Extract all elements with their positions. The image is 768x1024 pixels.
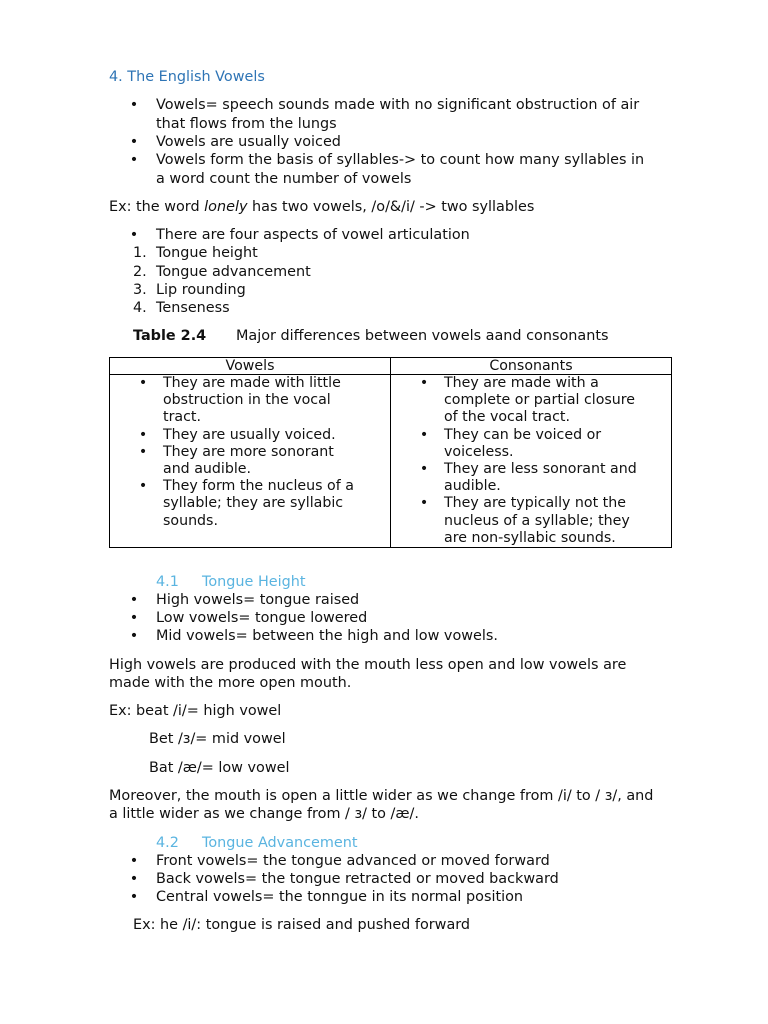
example-bat: Bat /æ/= low vowel bbox=[149, 760, 290, 776]
aspect-item: Tongue height bbox=[156, 245, 258, 261]
example-beat: Ex: beat /i/= high vowel bbox=[109, 703, 282, 719]
list-item: Back vowels= the tongue retracted or moved backward bbox=[156, 871, 559, 887]
bullet-marker: • bbox=[419, 375, 429, 391]
subsection-heading-tongue-height: Tongue Height bbox=[202, 574, 306, 590]
subsection-heading-tongue-advancement: Tongue Advancement bbox=[202, 835, 358, 851]
bullet-marker: • bbox=[129, 853, 139, 869]
list-item bbox=[110, 478, 390, 530]
bullet-marker: • bbox=[419, 495, 429, 512]
list-number: 4. bbox=[133, 300, 147, 316]
line: They are made with little bbox=[163, 375, 341, 391]
list-item: Low vowels= tongue lowered bbox=[156, 610, 368, 626]
list-item: Mid vowels= between the high and low vowels. bbox=[156, 628, 498, 644]
list-item bbox=[391, 427, 671, 461]
example-bet: Bet /ɜ/= mid vowel bbox=[149, 731, 286, 747]
line: They form the nucleus of a bbox=[163, 478, 354, 495]
table-header-row bbox=[110, 358, 672, 375]
bullet-marker: • bbox=[138, 478, 148, 495]
bullet-marker: • bbox=[129, 610, 139, 626]
aspect-item: Tongue advancement bbox=[156, 264, 311, 280]
list-item: High vowels= tongue raised bbox=[156, 592, 360, 608]
list-item bbox=[391, 495, 671, 547]
example-suffix: has two vowels, /o/&/i/ -> two syllables bbox=[247, 199, 535, 215]
example-italic-word: lonely bbox=[204, 199, 248, 215]
paragraph-line: a little wider as we change from / ɜ/ to /æ/. bbox=[109, 806, 419, 822]
list-item bbox=[391, 375, 671, 427]
vowels-cell bbox=[110, 375, 391, 548]
consonants-cell bbox=[391, 375, 672, 548]
list-number: 3. bbox=[133, 282, 147, 298]
header-vowels: Vowels bbox=[110, 358, 391, 375]
line: nucleus of a syllable; they bbox=[444, 512, 630, 529]
bullet-marker: • bbox=[419, 461, 429, 478]
list-item: Front vowels= the tongue advanced or moved forward bbox=[156, 853, 550, 869]
line: sounds. bbox=[163, 512, 218, 529]
list-number: 2. bbox=[133, 264, 147, 280]
line: obstruction in the vocal bbox=[163, 392, 331, 409]
list-item bbox=[110, 444, 390, 478]
vowels-list bbox=[110, 375, 390, 530]
line: tract. bbox=[163, 409, 201, 426]
line: voiceless. bbox=[444, 443, 514, 460]
list-number: 1. bbox=[133, 245, 147, 261]
example-prefix: Ex: the word bbox=[109, 199, 205, 215]
list-item-continuation: a word count the number of vowels bbox=[156, 171, 412, 187]
header-consonants: Consonants bbox=[391, 358, 672, 375]
paragraph-line: High vowels are produced with the mouth less open and low vowels are bbox=[109, 657, 627, 673]
list-item: Central vowels= the tonngue in its normal position bbox=[156, 889, 524, 905]
line: They are made with a bbox=[444, 375, 599, 391]
line: of the vocal tract. bbox=[444, 409, 570, 426]
consonants-list bbox=[391, 375, 671, 547]
line: They are typically not the bbox=[444, 495, 626, 512]
example-he: Ex: he /i/: tongue is raised and pushed forward bbox=[133, 917, 471, 933]
bullet-marker: • bbox=[419, 426, 429, 443]
bullet-marker: • bbox=[138, 426, 148, 443]
section-heading-english-vowels: 4. The English Vowels bbox=[109, 69, 265, 85]
line: and audible. bbox=[163, 461, 252, 478]
subsection-number-4-2: 4.2 bbox=[156, 835, 179, 851]
list-item: Vowels form the basis of syllables-> to count how many syllables in bbox=[156, 152, 645, 168]
bullet-marker: • bbox=[129, 592, 139, 608]
bullet-marker: • bbox=[129, 628, 139, 644]
bullet-marker: • bbox=[129, 871, 139, 887]
subsection-number-4-1: 4.1 bbox=[156, 574, 179, 590]
aspect-item: Tenseness bbox=[156, 300, 230, 316]
bullet-marker: • bbox=[129, 889, 139, 905]
line: They are usually voiced. bbox=[163, 426, 336, 443]
list-item bbox=[110, 375, 390, 427]
bullet-marker: • bbox=[129, 227, 139, 243]
bullet-marker: • bbox=[129, 134, 139, 150]
table-caption-label: Table 2.4 bbox=[133, 328, 207, 344]
line: complete or partial closure bbox=[444, 392, 636, 409]
bullet-marker: • bbox=[138, 375, 148, 391]
vowels-consonants-table bbox=[109, 357, 672, 548]
list-item bbox=[110, 427, 390, 444]
table-row bbox=[110, 375, 672, 548]
list-item: Vowels= speech sounds made with no significant obstruction of air bbox=[156, 97, 640, 113]
bullet-marker: • bbox=[138, 443, 148, 460]
aspect-item: Lip rounding bbox=[156, 282, 246, 298]
bullet-marker: • bbox=[129, 97, 139, 113]
line: They are more sonorant bbox=[163, 443, 334, 460]
example-lonely bbox=[109, 198, 534, 216]
bullet-marker: • bbox=[129, 152, 139, 168]
paragraph-line: made with the more open mouth. bbox=[109, 675, 352, 691]
table-caption-text: Major differences between vowels aand consonants bbox=[236, 328, 609, 344]
paragraph-line: Moreover, the mouth is open a little wider as we change from /i/ to / ɜ/, and bbox=[109, 788, 654, 804]
aspects-intro: There are four aspects of vowel articulation bbox=[156, 227, 470, 243]
line: They can be voiced or bbox=[444, 426, 602, 443]
line: They are less sonorant and bbox=[444, 461, 637, 478]
list-item-continuation: that flows from the lungs bbox=[156, 116, 337, 132]
line: syllable; they are syllabic bbox=[163, 495, 344, 512]
line: audible. bbox=[444, 478, 501, 495]
list-item bbox=[391, 461, 671, 495]
line: are non-syllabic sounds. bbox=[444, 529, 616, 546]
list-item: Vowels are usually voiced bbox=[156, 134, 341, 150]
